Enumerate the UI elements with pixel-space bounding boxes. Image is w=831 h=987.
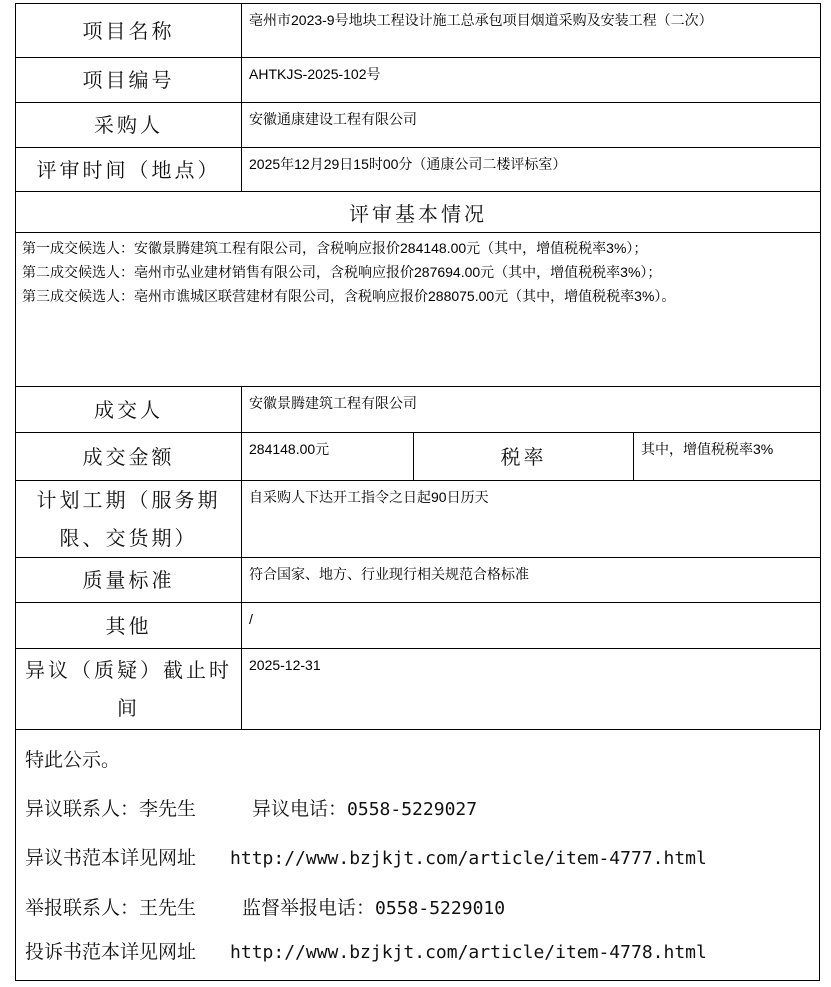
winner-label: 成交人 xyxy=(16,387,242,433)
objection-label-line1: 异议（质疑）截止时 xyxy=(25,658,232,682)
complaint-template-line xyxy=(25,937,707,964)
evaluation-body xyxy=(16,233,821,387)
candidate-1: 第一成交候选人：安徽景腾建筑工程有限公司，含税响应报价284148.00元（其中，增值税税率3%）； xyxy=(22,240,648,256)
row-review-time xyxy=(16,148,821,192)
quality-label: 质量标准 xyxy=(16,558,242,603)
objection-contact-line xyxy=(25,794,477,821)
report-phone-label: 监督举报电话： xyxy=(242,897,376,919)
row-winner xyxy=(16,387,821,433)
row-evaluation-heading xyxy=(16,192,821,233)
project-no-label: 项目编号 xyxy=(16,58,242,103)
purchaser-label: 采购人 xyxy=(16,103,242,148)
notice-section xyxy=(15,730,820,981)
review-time-value: 2025年12月29日15时00分（通康公司二楼评标室） xyxy=(242,148,821,192)
evaluation-heading: 评审基本情况 xyxy=(16,192,821,233)
report-phone: 0558-5229010 xyxy=(375,898,506,919)
winner-value: 安徽景腾建筑工程有限公司 xyxy=(242,387,821,433)
purchaser-value: 安徽通康建设工程有限公司 xyxy=(242,103,821,148)
tax-rate-label: 税率 xyxy=(414,433,634,481)
period-label-line1: 计划工期（服务期 xyxy=(36,488,221,512)
row-quality xyxy=(16,558,821,603)
quality-value: 符合国家、地方、行业现行相关规范合格标准 xyxy=(242,558,821,603)
period-label-line2: 限、交货期） xyxy=(59,526,198,550)
period-label xyxy=(16,481,242,558)
row-period xyxy=(16,481,821,558)
amount-value: 284148.00元 xyxy=(242,433,414,481)
objection-phone: 0558-5229027 xyxy=(347,799,478,820)
candidate-3: 第三成交候选人：亳州市谯城区联营建材有限公司，含税响应报价288075.00元（其中，增值税税率3%）。 xyxy=(22,288,676,304)
announcement-table xyxy=(15,3,821,730)
report-contact-line xyxy=(25,893,505,920)
row-amount xyxy=(16,433,821,481)
period-value: 自采购人下达开工指令之日起90日历天 xyxy=(242,481,821,558)
amount-label: 成交金额 xyxy=(16,433,242,481)
objection-template-label: 异议书范本详见网址 xyxy=(25,847,197,869)
objection-phone-label: 异议电话： xyxy=(252,798,348,820)
objection-label xyxy=(16,649,242,730)
other-label: 其他 xyxy=(16,603,242,649)
row-evaluation-body xyxy=(16,233,821,387)
project-name-label: 项目名称 xyxy=(16,4,242,58)
row-project-name xyxy=(16,4,821,58)
complaint-template-label: 投诉书范本详见网址 xyxy=(25,941,197,963)
row-other xyxy=(16,603,821,649)
complaint-template-link[interactable]: http://www.bzjkjt.com/article/item-4778.html xyxy=(230,942,707,963)
objection-contact: 异议联系人：李先生 xyxy=(25,798,197,820)
row-objection xyxy=(16,649,821,730)
row-project-no xyxy=(16,58,821,103)
tax-rate-value: 其中，增值税税率3% xyxy=(634,433,821,481)
objection-template-link[interactable]: http://www.bzjkjt.com/article/item-4777.html xyxy=(230,848,707,869)
project-no-value: AHTKJS-2025-102号 xyxy=(242,58,821,103)
objection-label-line2: 间 xyxy=(117,696,140,720)
objection-template-line xyxy=(25,843,707,870)
announce-text: 特此公示。 xyxy=(25,749,121,771)
row-purchaser xyxy=(16,103,821,148)
other-value: / xyxy=(242,603,821,649)
candidate-2: 第二成交候选人：亳州市弘业建材销售有限公司，含税响应报价287694.00元（其中，增值税税率3%）； xyxy=(22,264,662,280)
review-time-label: 评审时间（地点） xyxy=(16,148,242,192)
objection-deadline-value: 2025-12-31 xyxy=(242,649,821,730)
project-name-value: 亳州市2023-9号地块工程设计施工总承包项目烟道采购及安装工程（二次） xyxy=(242,4,821,58)
report-contact: 举报联系人：王先生 xyxy=(25,897,197,919)
